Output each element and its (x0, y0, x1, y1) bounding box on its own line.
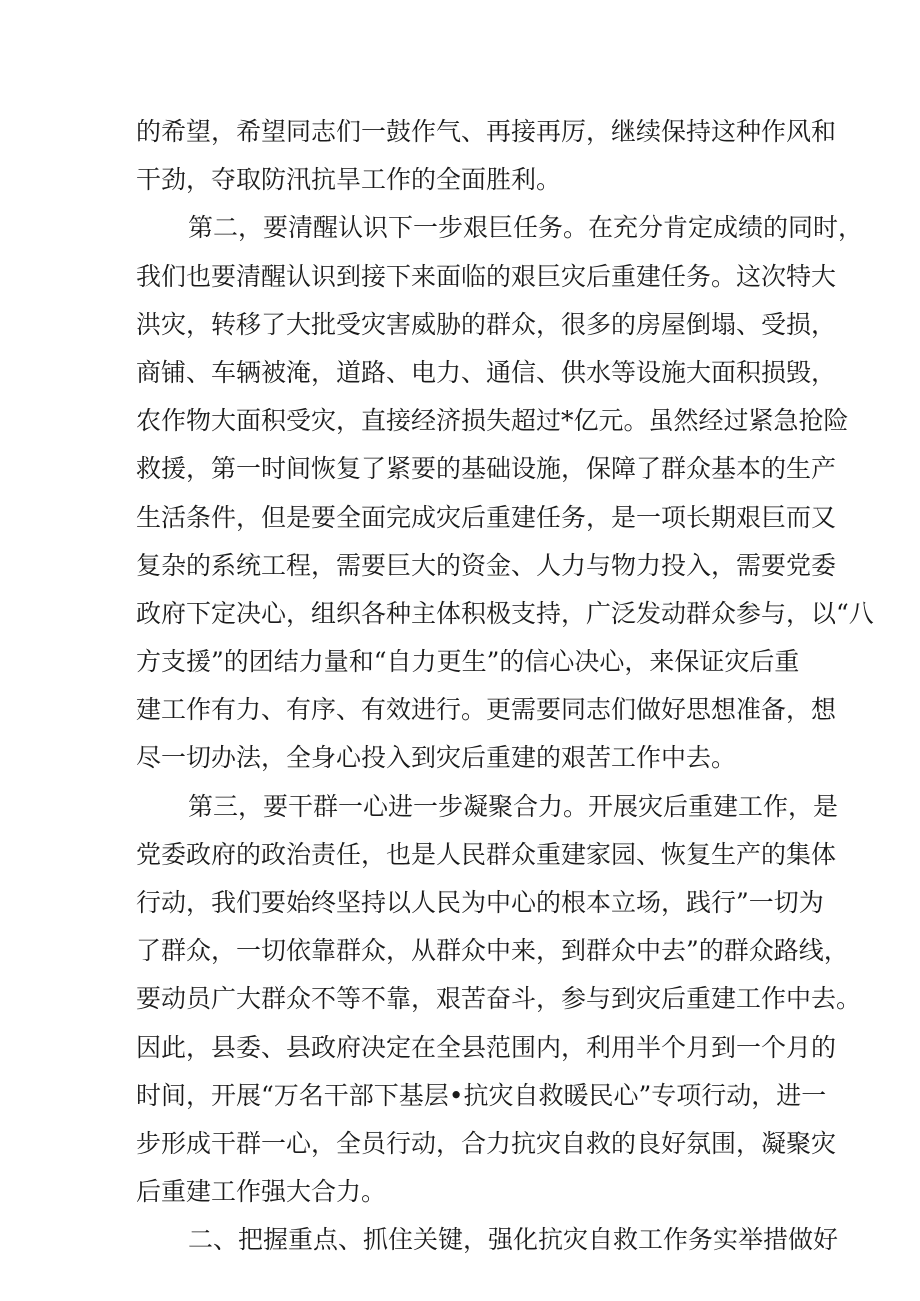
section-heading-line: 二、把握重点、抓住关键，强化抗灾自救工作务实举措做好 (188, 1225, 839, 1255)
text-line: 政府下定决心，组织各种主体积极支持，广泛发动群众参与，以“八 (136, 598, 874, 628)
text-line: 救援，第一时间恢复了紧要的基础设施，保障了群众基本的生产 (136, 454, 837, 484)
text-line: 要动员广大群众不等不靠，艰苦奋斗，参与到灾后重建工作中去。 (136, 984, 862, 1014)
paragraph-start-line: 第三，要干群一心进一步凝聚合力。开展灾后重建工作，是 (188, 791, 839, 821)
text-line: 农作物大面积受灾，直接经济损失超过*亿元。虽然经过紧急抢险 (136, 406, 849, 436)
text-line: 了群众，一切依靠群众，从群众中来，到群众中去”的群众路线， (136, 936, 849, 966)
document-body (136, 108, 874, 1265)
text-line: 因此，县委、县政府决定在全县范围内，利用半个月到一个月的 (136, 1032, 837, 1062)
text-line: 时间，开展“万名干部下基层•抗灾自救暖民心”专项行动，进一 (136, 1080, 827, 1110)
text-line: 行动，我们要始终坚持以人民为中心的根本立场，践行”一切为 (136, 888, 824, 917)
text-line: 生活条件，但是要全面完成灾后重建任务，是一项长期艰巨而又 (136, 502, 837, 532)
text-line: 干劲，夺取防汛抗旱工作的全面胜利。 (136, 165, 562, 195)
text-line: 我们也要清醒认识到接下来面临的艰巨灾后重建任务。这次特大 (136, 261, 837, 291)
text-line: 步形成干群一心，全员行动，合力抗灾自救的良好氛围，凝聚灾 (136, 1128, 837, 1158)
text-line: 党委政府的政治责任，也是人民群众重建家园、恢复生产的集体 (136, 839, 837, 869)
text-line: 后重建工作强大合力。 (136, 1177, 387, 1207)
text-line: 商铺、车辆被淹，道路、电力、通信、供水等设施大面积损毁， (136, 357, 837, 387)
text-line: 洪灾，转移了大批受灾害威胁的群众，很多的房屋倒塌、受损， (136, 309, 837, 339)
text-line: 建工作有力、有序、有效进行。更需要同志们做好思想准备，想 (136, 695, 837, 725)
text-line: 的希望，希望同志们一鼓作气、再接再厉，继续保持这种作风和 (136, 117, 837, 146)
text-line: 方支援”的团结力量和“自力更生”的信心决心，来保证灾后重 (136, 647, 800, 677)
paragraph-start-line: 第二，要清醒认识下一步艰巨任务。在充分肯定成绩的同时， (188, 213, 864, 243)
text-line: 复杂的系统工程，需要巨大的资金、人力与物力投入，需要党委 (136, 550, 837, 580)
text-line: 尽一切办法，全身心投入到灾后重建的艰苦工作中去。 (136, 743, 737, 773)
